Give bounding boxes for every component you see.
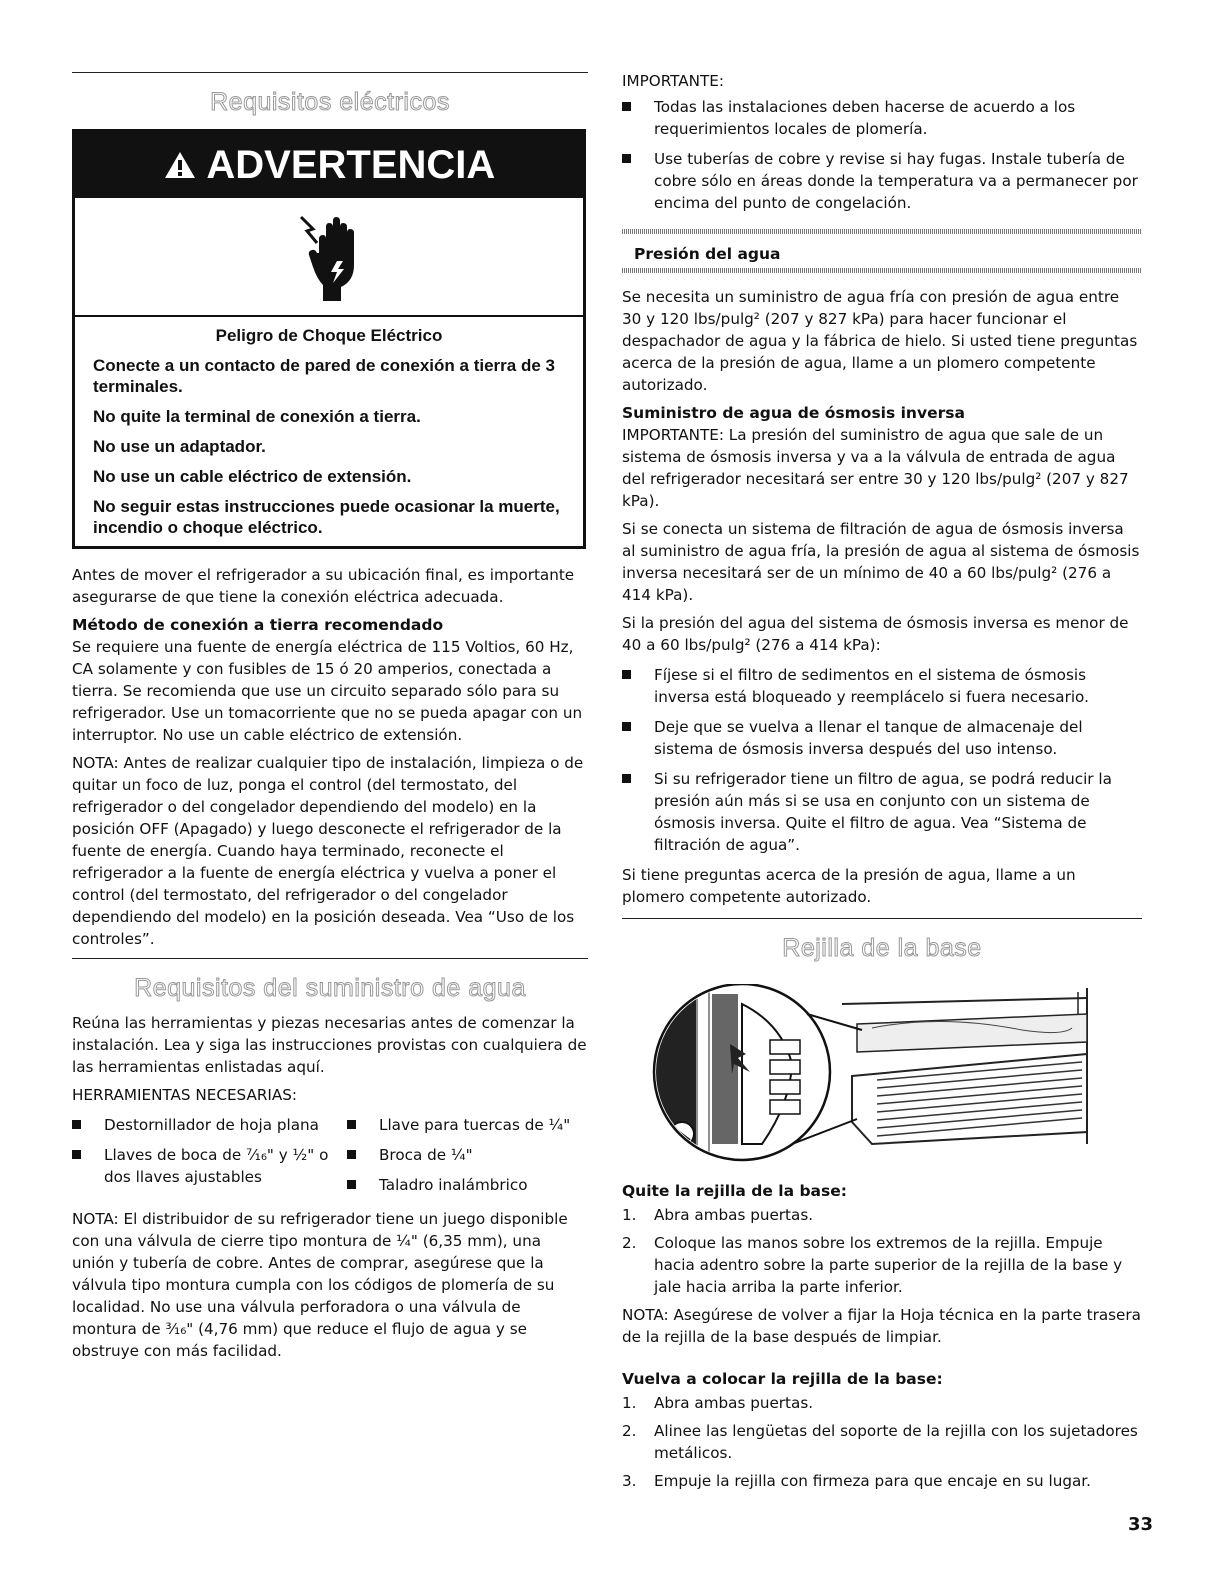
electrical-intro: Antes de mover el refrigerador a su ubicación final, es importante asegurarse de que tiene la conexión eléctrica adecuada. (72, 566, 575, 606)
electric-shock-hand-icon (75, 198, 583, 317)
warning-triangle-icon (163, 143, 207, 187)
reverse-osmosis-paragraph: Si se conecta un sistema de filtración de agua de ósmosis inversa al suministro de agua fría, la presión de agua al sistema de ósmosis inversa necesitará ser de un mínimo de 40 a 60 lbs/pulg² (276 a 414 kPa). (622, 520, 1140, 604)
section-rule (72, 958, 588, 959)
tool-item: Destornillador de hoja plana (72, 1114, 347, 1136)
important-item: Use tuberías de cobre y revise si hay fugas. Instale tubería de cobre sólo en áreas donde la temperatura va a permanecer por encima del punto de congelación. (622, 148, 1142, 214)
grille-note: NOTA: Asegúrese de volver a fijar la Hoja técnica en la parte trasera de la rejilla de la base después de limpiar. (622, 1306, 1141, 1346)
tools-list (72, 1114, 588, 1204)
remove-step: 2. Coloque las manos sobre los extremos de la rejilla. Empuje hacia adentro sobre la parte superior de la rejilla de la base y jale hacia arriba la parte inferior. (622, 1234, 1123, 1296)
reverse-osmosis-list (622, 664, 1142, 856)
warning-box (72, 129, 586, 549)
tool-item: Broca de ¼" (347, 1144, 587, 1166)
dotted-rule (622, 268, 1142, 273)
replace-step: 2. Alinee las lengüetas del soporte de la rejilla con los sujetadores metálicos. (622, 1422, 1138, 1462)
base-grille-illustration (642, 984, 1112, 1170)
reverse-osmosis-final: Si tiene preguntas acerca de la presión de agua, llame a un plomero competente autorizado. (622, 866, 1076, 906)
section-rule (622, 918, 1142, 919)
warning-line-title: Peligro de Choque Eléctrico (215, 326, 443, 345)
important-heading: IMPORTANTE: (622, 72, 724, 90)
tools-heading: HERRAMIENTAS NECESARIAS: (72, 1086, 298, 1104)
reverse-osmosis-item: Fíjese si el filtro de sedimentos en el sistema de ósmosis inversa está bloqueado y reemplácelo si fuera necesario. (622, 664, 1142, 708)
replace-step: 1. Abra ambas puertas. (622, 1394, 814, 1412)
replace-step: 3. Empuje la rejilla con firmeza para que encaje en su lugar. (622, 1472, 1091, 1490)
reverse-osmosis-paragraph: Si la presión del agua del sistema de ósmosis inversa es menor de 40 a 60 lbs/pulg² (276 a 414 kPa): (622, 614, 1129, 654)
top-rule (72, 72, 588, 73)
electrical-note: NOTA: Antes de realizar cualquier tipo de instalación, limpieza o de quitar un foco de luz, ponga el control (del termostato, del refrigerador o del congelador dependiendo del modelo) en la posición OFF (Apagado) y luego desconecte el refrigerador de la fuente de energía. Cuando haya terminado, reconecte el refrigerador a la fuente de energía eléctrica y vuelva a poner el control (del termostato, del refrigerador o del congelador dependiendo del modelo) en la posición deseada. Vea “Uso de los controles”. (72, 754, 584, 948)
warning-line: No use un adaptador. (93, 437, 266, 456)
tool-item: Llave para tuercas de ¼" (347, 1114, 587, 1136)
reverse-osmosis-item: Deje que se vuelva a llenar el tanque de almacenaje del sistema de ósmosis inversa después del uso intenso. (622, 716, 1142, 760)
warning-line: No use un cable eléctrico de extensión. (93, 467, 412, 486)
warning-line: Conecte a un contacto de pared de conexión a tierra de 3 terminales. (93, 356, 555, 396)
tool-item: Taladro inalámbrico (347, 1174, 587, 1196)
reverse-osmosis-heading: Suministro de agua de ósmosis inversa (622, 404, 965, 422)
important-list (622, 96, 1142, 214)
grounding-method-heading: Método de conexión a tierra recomendado (72, 616, 444, 634)
electrical-requirements-title: Requisitos eléctricos (210, 88, 450, 116)
water-supply-title: Requisitos del suministro de agua (134, 974, 526, 1002)
reverse-osmosis-item: Si su refrigerador tiene un filtro de agua, se podrá reducir la presión aún más si se usa en conjunto con un sistema de ósmosis inversa. Quite el filtro de agua. Vea “Sistema de filtración de agua”. (622, 768, 1142, 856)
water-pressure-text: Se necesita un suministro de agua fría con presión de agua entre 30 y 120 lbs/pulg² (207 y 827 kPa) para hacer funcionar el despachador de agua y la fábrica de hielo. Si usted tiene preguntas acerca de la presión de agua, llame a un plomero competente autorizado. (622, 288, 1138, 394)
replace-steps (622, 1392, 1142, 1492)
tools-col-2 (347, 1114, 587, 1204)
replace-grille-heading: Vuelva a colocar la rejilla de la base: (622, 1370, 943, 1388)
tool-item: Llaves de boca de ⁷⁄₁₆" y ½" o dos llaves ajustables (72, 1144, 347, 1188)
warning-header-text: ADVERTENCIA (206, 143, 496, 187)
remove-step: 1. Abra ambas puertas. (622, 1206, 814, 1224)
dotted-rule (622, 229, 1142, 234)
remove-steps (622, 1204, 1142, 1298)
warning-header (75, 132, 583, 198)
important-item: Todas las instalaciones deben hacerse de acuerdo a los requerimientos locales de plomería. (622, 96, 1142, 140)
warning-line: No quite la terminal de conexión a tierra. (93, 407, 421, 426)
warning-text (75, 317, 583, 557)
warning-line: No seguir estas instrucciones puede ocasionar la muerte, incendio o choque eléctrico. (93, 497, 560, 537)
page-number: 33 (1127, 1514, 1153, 1535)
tools-col-1 (72, 1114, 347, 1204)
water-note: NOTA: El distribuidor de su refrigerador tiene un juego disponible con una válvula de cierre tipo montura de ¼" (6,35 mm), una unión y tubería de cobre. Antes de comprar, asegúrese que la válvula tipo montura cumpla con los códigos de plomería de su localidad. No use una válvula perforadora o una válvula de montura de ³⁄₁₆" (4,76 mm) que reduce el flujo de agua y se obstruye con más facilidad. (72, 1210, 568, 1360)
remove-grille-heading: Quite la rejilla de la base: (622, 1182, 847, 1200)
grounding-method-text: Se requiere una fuente de energía eléctrica de 115 Voltios, 60 Hz, CA solamente y con fusibles de 15 ó 20 amperios, conectada a tierra. Se recomienda que use un circuito separado sólo para su refrigerador. Use un tomacorriente que no se pueda apagar con un interruptor. No use un cable eléctrico de extensión. (72, 638, 583, 744)
reverse-osmosis-important: IMPORTANTE: La presión del suministro de agua que sale de un sistema de ósmosis inversa y va a la válvula de entrada de agua del refrigerador necesitará ser entre 30 y 120 lbs/pulg² (207 y 827 kPa). (622, 426, 1129, 510)
water-pressure-heading: Presión del agua (634, 245, 781, 263)
water-intro: Reúna las herramientas y piezas necesarias antes de comenzar la instalación. Lea y siga las instrucciones provistas con cualquiera de las herramientas enlistadas aquí. (72, 1014, 587, 1076)
base-grille-title: Rejilla de la base (782, 934, 982, 962)
